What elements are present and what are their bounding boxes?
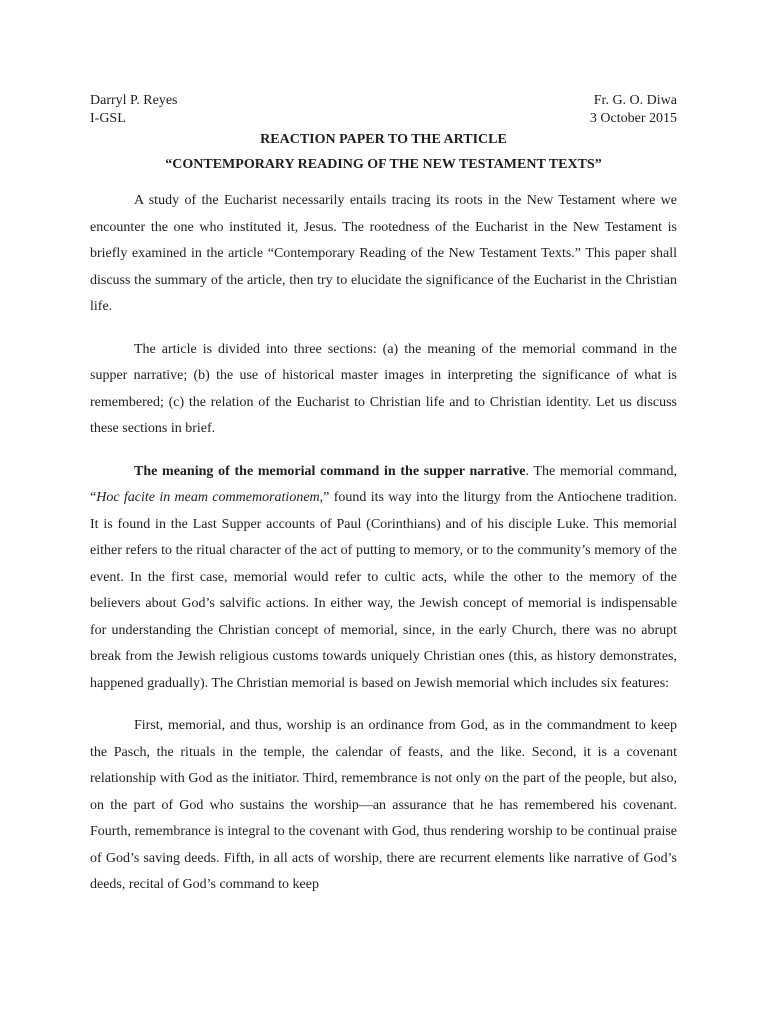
author-name: Darryl P. Reyes [90,93,178,108]
paragraph-features: First, memorial, and thus, worship is an ordinance from God, as in the commandment to keep the Pasch, the rituals in the temple, the calendar of feasts, and the like. Second, it is a covenant relationship with God as the initiator. Third, remembrance is not only on the part of the people, but also, on the part of God who sustains the worship—an assurance that he has remembered his covenant. Fourth, remembrance is integral to the covenant with God, thus rendering worship to be continual praise of God’s saving deeds. Fifth, in all acts of worship, there are recurrent elements like narrative of God’s deeds, recital of God’s command to keep [90,718,677,892]
title-line-2: “CONTEMPORARY READING OF THE NEW TESTAMENT TEXTS” [165,157,602,172]
latin-phrase: Hoc facite in meam commemorationem [96,490,320,505]
section-heading: The meaning of the memorial command in the supper narrative [134,463,526,479]
title-line-1: REACTION PAPER TO THE ARTICLE [260,132,507,147]
paragraph-memorial-command [90,459,677,698]
document-page [90,92,677,899]
paragraph-text-a: . The memorial command, “ [90,463,677,505]
header-row-2 [90,110,677,128]
paragraph-intro: A study of the Eucharist necessarily entails tracing its roots in the New Testament where we encounter the one who instituted it, Jesus. The rootedness of the Eucharist in the New Testament is briefly examined in the article “Contemporary Reading of the New Testament Texts.” This paper shall discuss the summary of the article, then try to elucidate the significance of the Eucharist in the Christian life. [90,193,677,314]
paragraph-text-b: ,” found its way into the liturgy from the Antiochene tradition. It is found in the Last Supper accounts of Paul (Corinthians) and of his disciple Luke. This memorial either refers to the ritual character of the act of putting to memory, or to the community’s memory of the event. In the first case, memorial would refer to cultic acts, while the other to the memory of the believers about God’s salvific actions. In either way, the Jewish concept of memorial is indispensable for understanding the Christian concept of memorial, since, in the early Church, there was no abrupt break from the Jewish religious customs towards uniquely Christian ones (this, as history demonstrates, happened gradually). The Christian memorial is based on Jewish memorial which includes six features: [90,490,677,691]
course-code: I-GSL [90,111,126,126]
professor-name: Fr. G. O. Diwa [593,93,677,108]
header-row-1 [90,92,677,110]
paper-date: 3 October 2015 [589,111,677,126]
paragraph-sections: The article is divided into three sections: (a) the meaning of the memorial command in the supper narrative; (b) the use of historical master images in interpreting the significance of what is remembered; (c) the relation of the Eucharist to Christian life and to Christian identity. Let us discuss these sections in brief. [90,341,677,436]
